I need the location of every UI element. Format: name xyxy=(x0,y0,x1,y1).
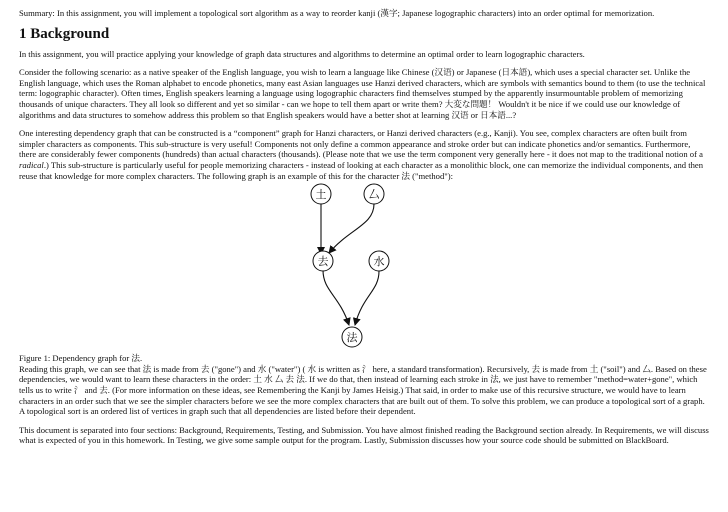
section-heading: 1 Background xyxy=(19,25,110,42)
component-paragraph-text-1: One interesting dependency graph that can be constructed is a “component” graph for Hanzi characters, or Hanzi derived characters (e.g., Kanji). You see, complex characters are often built from simpler characters as components. This sub-structure is very useful! Components not only define a common appearance and stroke order but can indicate phonetics and/or semantics. Furthermore, there are considerably fewer components (hundreds) than actual characters (thousands). (Please note that we use the term component very generally here - it does not map to the traditional notion of a xyxy=(19,128,703,160)
sections-paragraph: This document is separated into four sections: Background, Requirements, Testing, and Submission. You have almost finished reading the Background section already. In Requirements, we will discuss what is expected of you in this homework. In Testing, we give some sample output for the program. Lastly, Submission discusses how your source code should be submitted on BlackBoard. xyxy=(19,424,709,446)
dependency-graph-figure xyxy=(19,183,709,353)
node-soil-label: 土 xyxy=(315,188,327,202)
node-water-label: 水 xyxy=(373,255,385,269)
radical-term: radical xyxy=(19,159,44,170)
summary-text: Summary: In this assignment, you will implement a topological sort algorithm as a way to reorder kanji (漢字; Japanese logographic characters) into an order optimal for memorization. xyxy=(19,8,655,18)
edge-private-to-gone xyxy=(329,204,374,253)
node-private xyxy=(364,184,384,204)
component-paragraph xyxy=(19,128,709,181)
node-soil xyxy=(311,184,331,204)
node-gone-label: 去 xyxy=(317,255,329,269)
component-paragraph-text-2: .) This sub-structure is particularly useful for people memorizing characters - instead of looking at each character as a monolithic block, one can memorize the individual components, and then reuse that knowledge for more complex characters. The following graph is an example of this for the character 法 ("method"): xyxy=(19,159,704,181)
edge-water-to-method xyxy=(355,271,379,325)
scenario-paragraph: Consider the following scenario: as a native speaker of the English language, you wish to learn a language like Chinese (汉语) or Japanese (日本語), which uses a special character set. Unlike the English language, which uses the Roman alphabet to encode phonetics, many east Asian languages use Hanzi derived characters, which are symbols with semantics bound to them (to use the technical term: logographic character). Often times, English speakers learning a language using logographic characters find themselves stumped by the apparently insurmountable problem of memorizing thousands of unique characters. They all look so different and yet so similar - can we hope to tell them apart or write them? 大変な問題！ Wouldn't it be nice if we could use our knowledge of algorithms and data structures to somehow address this problem so that English speakers would have a better shot at learning 汉语 or 日本語...? xyxy=(19,67,706,120)
reading-paragraph: Reading this graph, we can see that 法 is made from 去 ("gone") and 水 ("water") ( 水 is written as 氵 here, a standard transformation). Recursively, 去 is made from 土 ("soil") and 厶. Based on these dependencies, we would want to learn these characters in the order: 土 水 厶 去 法. If we do that, then instead of learning each stroke in 法, we just have to remember "method=water+gone", which tells us to write 氵 and 去. (For more information on these ideas, see Remembering the Kanji by James Heisig.) That said, in order to make use of this recursive structure, we would have to learn characters in an order such that we see the simpler characters before we see the more complex characters that are built out of them. To solve this problem, we can produce a topological sort of a graph. A topological sort is an ordered list of vertices in graph such that all dependencies are listed before their dependent. xyxy=(19,363,707,417)
node-method-label: 法 xyxy=(346,331,358,345)
node-method xyxy=(342,327,362,347)
figure-caption: Figure 1: Dependency graph for 法. xyxy=(19,353,143,364)
node-private-label: 厶 xyxy=(368,188,380,202)
node-water xyxy=(369,251,389,271)
intro-paragraph: In this assignment, you will practice applying your knowledge of graph data structures and algorithms to determine an optimal order to learn logographic characters. xyxy=(19,48,585,59)
dependency-graph xyxy=(19,183,709,353)
node-gone xyxy=(313,251,333,271)
edge-gone-to-method xyxy=(323,270,349,325)
document-page xyxy=(19,8,709,454)
